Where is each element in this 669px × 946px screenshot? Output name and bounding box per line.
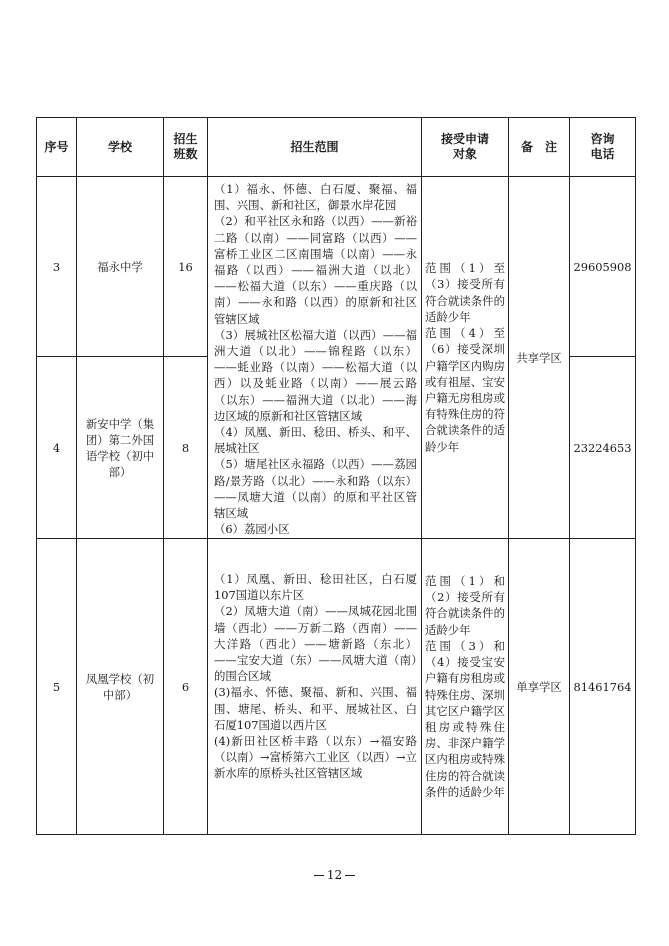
scope-item: （2）凤塘大道（南）——凤城花园北围墙（西北）——万新二路（西南）——大洋路（西北）——塘新路（东北）——宝安大道（东）——凤塘大道（南）的围合区域	[214, 604, 417, 684]
scope-item: （4）凤凰、新田、稔田、桥头、和平、展城社区	[214, 425, 417, 456]
row-school: 新安中学（集团）第二外国语学校（初中部）	[77, 357, 164, 539]
row5-remark-cell: 单享学区	[509, 539, 570, 835]
header-phone: 咨询 电话	[570, 118, 636, 177]
row-school: 凤凰学校（初中部）	[77, 539, 164, 835]
row-classes: 6	[164, 539, 208, 835]
header-row	[37, 118, 636, 177]
scope-list	[208, 177, 421, 537]
applicant-text: 范围（1）和（2）接受所有符合就读条件的适龄少年	[425, 574, 505, 637]
table-row	[37, 539, 636, 835]
row-classes: 16	[164, 177, 208, 357]
row-phone: 29605908	[570, 177, 636, 357]
scope-item: (3)福永、怀德、聚福、新和、兴围、福围、塘尾、桥头、和平、展城社区、白石厦107国道以西片区	[214, 685, 417, 732]
row-seq: 4	[37, 357, 77, 539]
row5-applicants-cell	[422, 539, 509, 835]
scope-item: (4)新田社区桥丰路（以东）→福安路（以南）→富桥第六工业区（以西）→立新水库的原桥头社区管辖区域	[214, 734, 417, 781]
shared-applicants-cell	[422, 177, 509, 539]
shared-remark-cell: 共享学区	[509, 177, 570, 539]
shared-scope-cell	[208, 177, 422, 539]
row5-scope-cell	[208, 539, 422, 835]
dash-right	[345, 875, 355, 876]
header-applicants: 接受申请 对象	[422, 118, 509, 177]
enrollment-table	[36, 117, 636, 835]
table-row	[37, 177, 636, 357]
row-seq: 5	[37, 539, 77, 835]
applicant-text: 范围（3）和（4）接受宝安户籍有房租房或特殊住房、深圳其它区户籍学区租房或特殊住房、非深户籍学区内租房或特殊住房的符合就读条件的适龄少年	[425, 638, 505, 799]
page-number	[0, 868, 669, 882]
row-school: 福永中学	[77, 177, 164, 357]
scope-item: （1）福永、怀德、白石厦、聚福、福围、兴围、新和社区，御景水岸花园	[214, 182, 417, 213]
row-phone: 23224653	[570, 357, 636, 539]
page-number-text: 12	[326, 868, 343, 882]
scope-list	[208, 539, 421, 782]
header-remarks: 备 注	[509, 118, 570, 177]
row-classes: 8	[164, 357, 208, 539]
scope-item: （3）展城社区松福大道（以西）——福洲大道（以北）——锦程路（以东）——蚝业路（以南）——松福大道（以西）以及蚝业路（以南）——展云路（以东）——福洲大道（以北）——海边区域的原新和社区管辖区域	[214, 327, 417, 423]
header-classes: 招生 班数	[164, 118, 208, 177]
dash-left	[314, 875, 324, 876]
scope-item: （5）塘尾社区永福路（以西）——荔园路/景芳路（以北）——永和路（以东）——凤塘大道（以南）的原和平社区管辖区域	[214, 457, 417, 521]
scope-item: （6）荔园小区	[214, 522, 290, 537]
applicant-text: 范围（1）至（3）接受所有符合就读条件的适龄少年	[425, 261, 505, 324]
applicant-text: 范围（4）至（6）接受深圳户籍学区内购房或有祖屋、宝安户籍无房租房或有特殊住房的符合就读条件的适龄少年	[425, 326, 505, 454]
header-scope: 招生范围	[208, 118, 422, 177]
header-school: 学校	[77, 118, 164, 177]
scope-item: （1）凤凰、新田、稔田社区，白石厦107国道以东片区	[214, 572, 417, 603]
header-seq: 序号	[37, 118, 77, 177]
row-phone: 81461764	[570, 539, 636, 835]
scope-item: （2）和平社区永和路（以西）——新裕二路（以南）——同富路（以西）——富桥工业区二区南围墙（以南）——永福路（以西）——福洲大道（以北）——松福大道（以东）——重庆路（以南）——永和路（以西）的原新和社区管辖区域	[214, 214, 417, 326]
row-seq: 3	[37, 177, 77, 357]
